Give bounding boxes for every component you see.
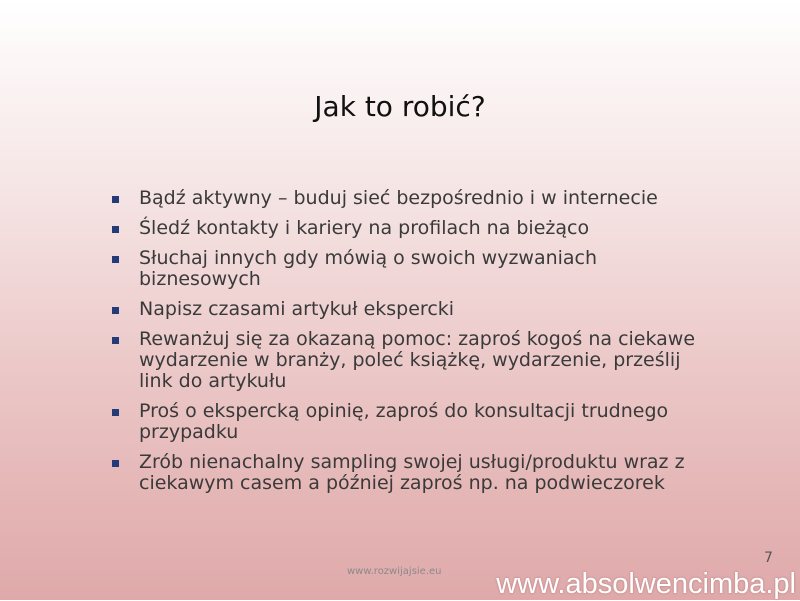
bullet-item [108,329,698,392]
bullet-text: Zrób nienachalny sampling swojej usługi/produktu wraz z ciekawym casem a później zaproś np. na podwieczorek [139,451,685,494]
bullet-text: Rewanżuj się za okazaną pomoc: zaproś kogoś na ciekawe wydarzenie w branży, poleć książkę, wydarzenie, prześlij link do artykułu [139,328,696,392]
square-bullet-icon [112,256,119,263]
square-bullet-icon [112,196,119,203]
square-bullet-icon [112,307,119,314]
bullet-item [108,218,698,239]
footer-site-url: www.rozwijajsie.eu [347,566,442,577]
bullet-item [108,188,698,209]
bullet-item [108,401,698,443]
square-bullet-icon [112,337,119,344]
square-bullet-icon [112,226,119,233]
page-number: 7 [764,550,773,566]
square-bullet-icon [112,460,119,467]
slide-title: Jak to robić? [314,90,486,123]
bullet-item [108,452,698,494]
bullet-text: Słuchaj innych gdy mówią o swoich wyzwaniach biznesowych [139,247,598,290]
bullet-text: Proś o ekspercką opinię, zaproś do konsultacji trudnego przypadku [139,400,669,443]
bullet-item [108,299,698,320]
bullet-text: Śledź kontakty i kariery na profilach na bieżąco [139,217,590,239]
bullet-list [108,188,698,503]
square-bullet-icon [112,409,119,416]
bullet-text: Bądź aktywny – buduj sieć bezpośrednio i w internecie [139,187,658,209]
watermark: www.absolwencimba.pl [496,568,796,600]
bullet-text: Napisz czasami artykuł ekspercki [139,298,455,320]
bullet-item [108,248,698,290]
